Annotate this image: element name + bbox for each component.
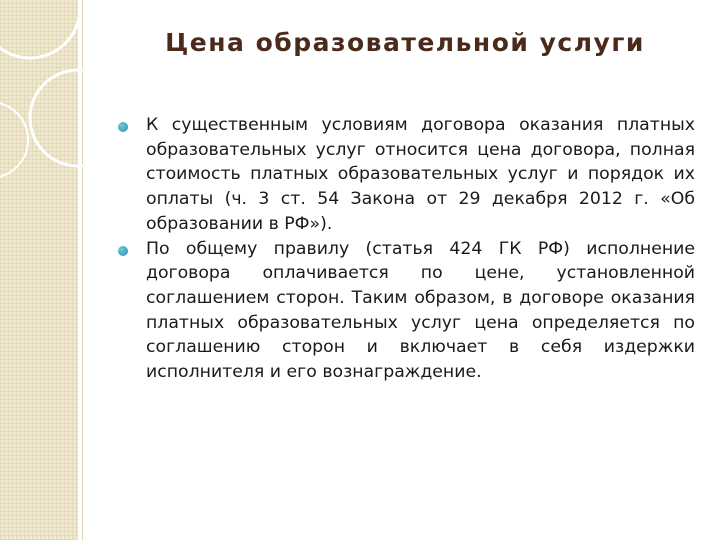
bullet-list (118, 113, 695, 385)
bullet-text: По общему правилу (статья 424 ГК РФ) исполнение договора оплачивается по цене, установленной соглашением сторон. Таким образом, в договоре оказания платных образовательных услуг цена определяется по соглашению сторон и включает в себя издержки исполнителя и его вознаграждение. (146, 238, 695, 383)
bullet-icon (118, 246, 128, 256)
bullet-item (118, 237, 695, 385)
slide-title: Цена образовательной услуги (165, 28, 645, 57)
bullet-item (118, 113, 695, 237)
bullet-icon (118, 122, 128, 132)
bullet-text: К существенным условиям договора оказания платных образовательных услуг относится цена договора, полная стоимость платных образовательных услуг и порядок их оплаты (ч. 3 ст. 54 Закона от 29 декабря 2012 г. «Об образовании в РФ»). (146, 115, 695, 234)
